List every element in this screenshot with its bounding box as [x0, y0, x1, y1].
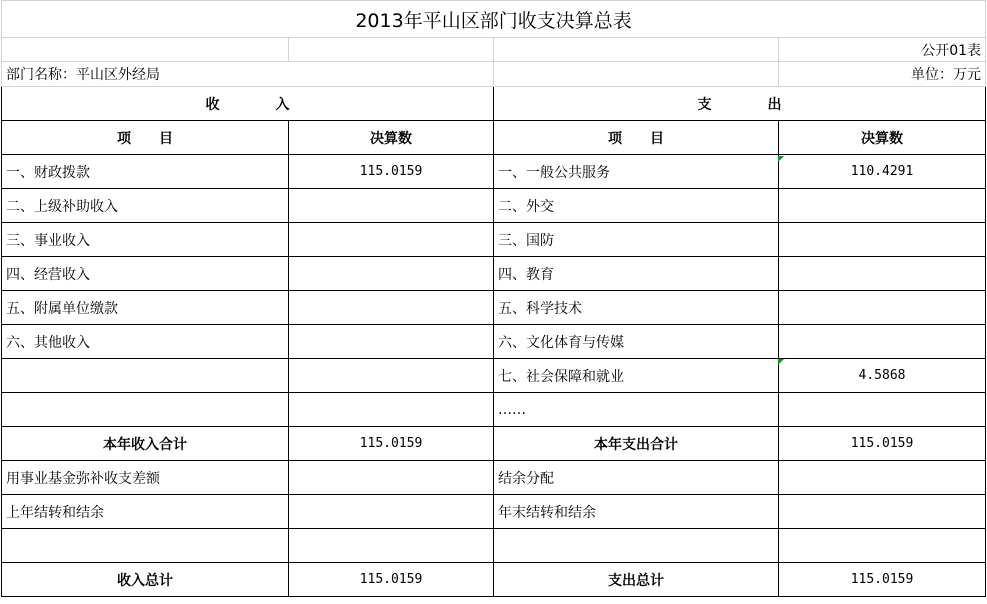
dept-row: [2, 62, 986, 87]
income-item-cell[interactable]: [2, 359, 289, 393]
cell-empty[interactable]: [494, 62, 779, 87]
form-code[interactable]: 公开01表: [779, 38, 986, 62]
expense-item-cell[interactable]: 结余分配: [494, 461, 779, 495]
income-item-cell[interactable]: 四、经营收入: [2, 257, 289, 291]
expense-item-cell[interactable]: 三、国防: [494, 223, 779, 257]
income-item-cell[interactable]: 五、附属单位缴款: [2, 291, 289, 325]
expense-total-label[interactable]: 支出总计: [494, 563, 779, 597]
cell-empty[interactable]: [289, 38, 494, 62]
income-item-column-header[interactable]: 项 目: [2, 121, 289, 155]
income-item-cell[interactable]: 六、其他收入: [2, 325, 289, 359]
expense-item-cell[interactable]: [494, 529, 779, 563]
expense-item-cell[interactable]: ……: [494, 393, 779, 427]
expense-item-cell[interactable]: 二、外交: [494, 189, 779, 223]
income-item-cell[interactable]: 上年结转和结余: [2, 495, 289, 529]
expense-item-cell[interactable]: 四、教育: [494, 257, 779, 291]
income-value-cell[interactable]: [289, 257, 494, 291]
income-total-label[interactable]: 收入总计: [2, 563, 289, 597]
income-header[interactable]: 收 入: [2, 87, 494, 121]
table-row: [2, 393, 986, 427]
expense-item-cell[interactable]: 六、文化体育与传媒: [494, 325, 779, 359]
table-title[interactable]: 2013年平山区部门收支决算总表: [2, 1, 986, 38]
income-value-cell[interactable]: [289, 359, 494, 393]
subtotal-row: [2, 427, 986, 461]
table-row: [2, 461, 986, 495]
income-value-cell[interactable]: [289, 461, 494, 495]
income-item-cell[interactable]: 二、上级补助收入: [2, 189, 289, 223]
table-row: [2, 257, 986, 291]
section-header-row: [2, 87, 986, 121]
income-total-value[interactable]: 115.0159: [289, 563, 494, 597]
expense-total-value[interactable]: 115.0159: [779, 563, 986, 597]
income-value-cell[interactable]: [289, 291, 494, 325]
expense-value-cell[interactable]: [779, 189, 986, 223]
table-row: [2, 223, 986, 257]
expense-item-cell[interactable]: 年末结转和结余: [494, 495, 779, 529]
comment-marker-icon: [778, 359, 784, 365]
income-item-cell[interactable]: 三、事业收入: [2, 223, 289, 257]
table-row: [2, 291, 986, 325]
column-header-row: [2, 121, 986, 155]
form-code-row: [2, 38, 986, 62]
income-subtotal-label[interactable]: 本年收入合计: [2, 427, 289, 461]
department-name[interactable]: 部门名称：平山区外经局: [2, 62, 494, 87]
expense-value-cell[interactable]: [779, 461, 986, 495]
expense-value-cell[interactable]: [779, 257, 986, 291]
expense-value-cell[interactable]: [779, 393, 986, 427]
expense-value-cell[interactable]: [779, 325, 986, 359]
expense-amount-column-header[interactable]: 决算数: [779, 121, 986, 155]
expense-item-cell[interactable]: 一、一般公共服务: [494, 155, 779, 189]
unit-label[interactable]: 单位：万元: [779, 62, 986, 87]
expense-value-cell[interactable]: [779, 291, 986, 325]
income-value-cell[interactable]: [289, 495, 494, 529]
expense-item-column-header[interactable]: 项 目: [494, 121, 779, 155]
income-value-cell[interactable]: [289, 529, 494, 563]
table-row: [2, 495, 986, 529]
income-value-cell[interactable]: 115.0159: [289, 155, 494, 189]
expense-value-cell[interactable]: [779, 529, 986, 563]
cell-empty[interactable]: [494, 38, 779, 62]
income-item-cell[interactable]: 用事业基金弥补收支差额: [2, 461, 289, 495]
expense-subtotal-label[interactable]: 本年支出合计: [494, 427, 779, 461]
income-amount-column-header[interactable]: 决算数: [289, 121, 494, 155]
expense-header[interactable]: 支 出: [494, 87, 986, 121]
income-item-cell[interactable]: 一、财政拨款: [2, 155, 289, 189]
expense-value-cell[interactable]: 110.4291: [779, 155, 986, 189]
expense-subtotal-value[interactable]: 115.0159: [779, 427, 986, 461]
income-value-cell[interactable]: [289, 393, 494, 427]
table-row: [2, 189, 986, 223]
table-row: [2, 325, 986, 359]
table-row: [2, 529, 986, 563]
expense-value-cell[interactable]: [779, 223, 986, 257]
income-value-cell[interactable]: [289, 223, 494, 257]
table-row: [2, 155, 986, 189]
expense-item-cell[interactable]: 五、科学技术: [494, 291, 779, 325]
expense-value-cell[interactable]: 4.5868: [779, 359, 986, 393]
budget-summary-table: [1, 0, 986, 597]
total-row: [2, 563, 986, 597]
income-item-cell[interactable]: [2, 529, 289, 563]
title-row: [2, 1, 986, 38]
cell-empty[interactable]: [2, 38, 289, 62]
income-value-cell[interactable]: [289, 325, 494, 359]
expense-value-cell[interactable]: [779, 495, 986, 529]
expense-item-cell[interactable]: 七、社会保障和就业: [494, 359, 779, 393]
income-subtotal-value[interactable]: 115.0159: [289, 427, 494, 461]
income-item-cell[interactable]: [2, 393, 289, 427]
table-row: [2, 359, 986, 393]
comment-marker-icon: [778, 156, 784, 162]
income-value-cell[interactable]: [289, 189, 494, 223]
